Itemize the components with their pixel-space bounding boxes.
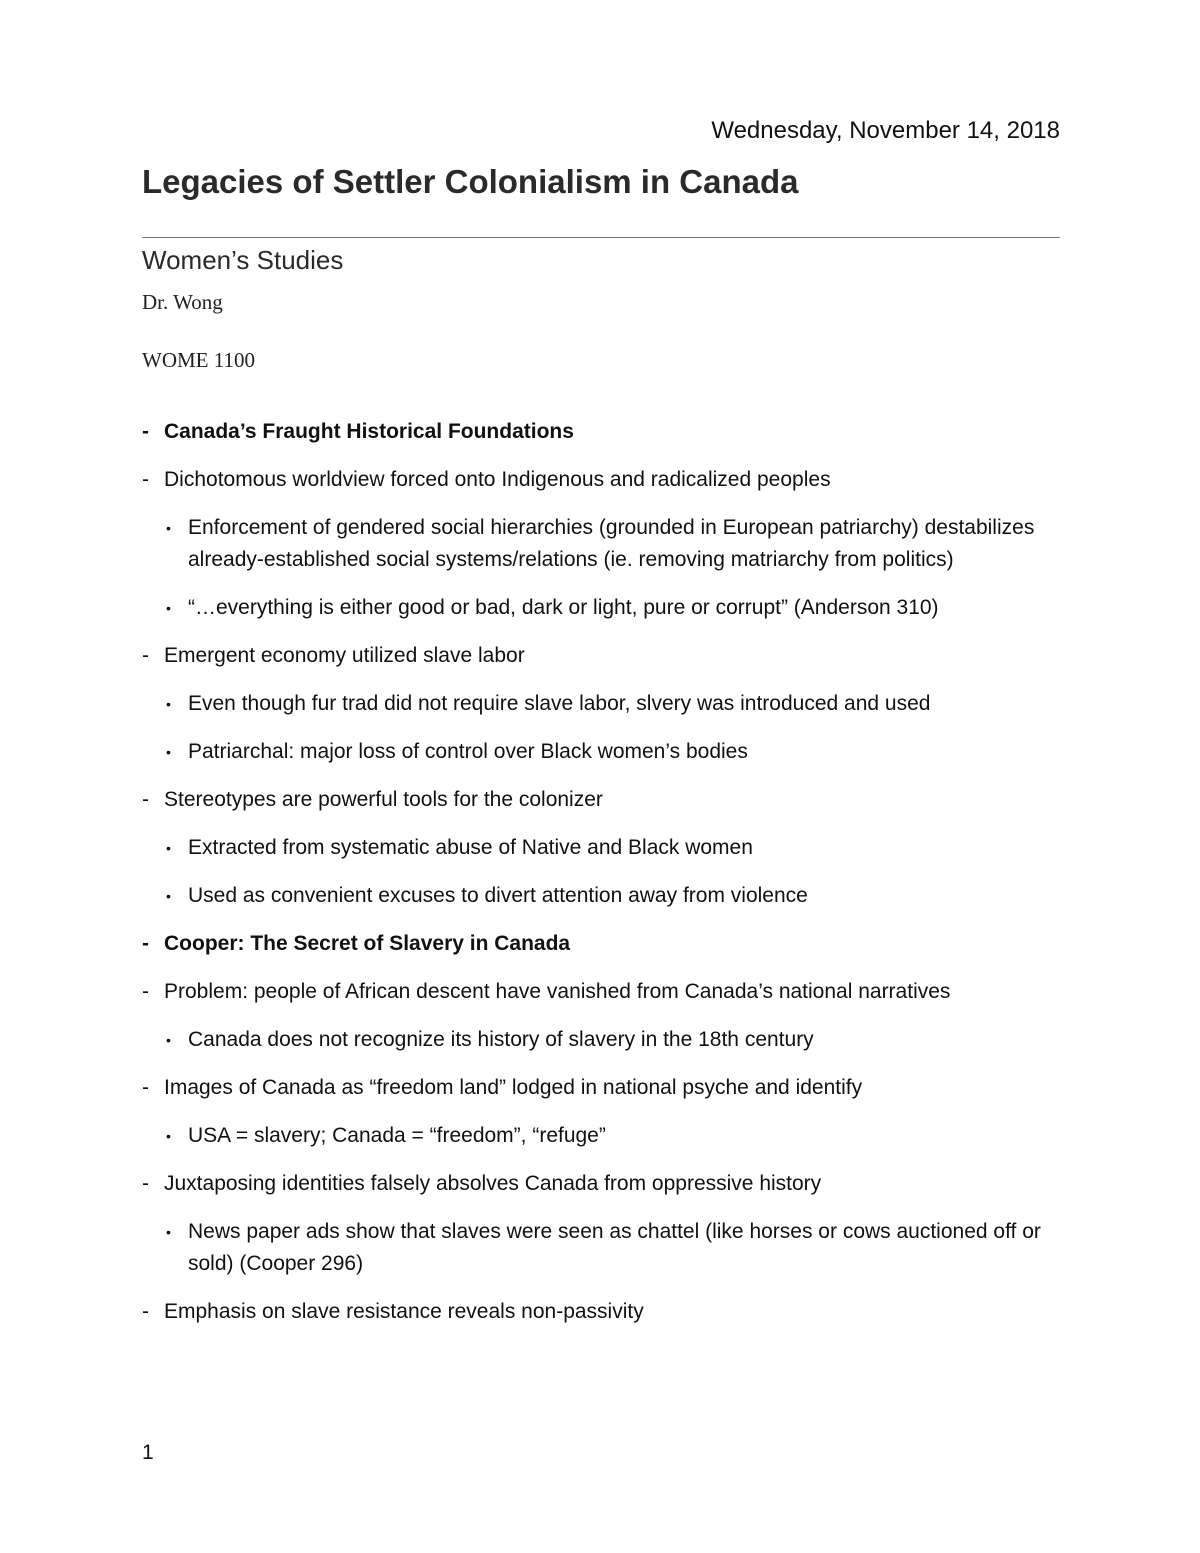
note-item — [142, 976, 1072, 1008]
page-number: 1 — [142, 1441, 154, 1464]
dash-marker: - — [142, 1172, 149, 1195]
note-text: Dichotomous worldview forced onto Indigenous and radicalized peoples — [164, 468, 831, 491]
dash-marker: - — [142, 1300, 149, 1323]
bullet-marker: • — [166, 1224, 171, 1240]
document-date: Wednesday, November 14, 2018 — [711, 117, 1060, 144]
dash-marker: - — [142, 420, 149, 443]
note-item — [142, 464, 1072, 496]
sub-note-item — [142, 832, 1072, 864]
notes-list — [142, 416, 1072, 1344]
note-item — [142, 416, 1072, 448]
bullet-marker: • — [166, 1032, 171, 1048]
note-item — [142, 640, 1072, 672]
sub-note-item — [142, 736, 1072, 768]
instructor-name: Dr. Wong — [142, 290, 223, 314]
dash-marker: - — [142, 644, 149, 667]
dash-marker: - — [142, 788, 149, 811]
dash-marker: - — [142, 1076, 149, 1099]
note-item — [142, 928, 1072, 960]
sub-note-item — [142, 1216, 1072, 1280]
bullet-marker: • — [166, 744, 171, 760]
dash-marker: - — [142, 932, 149, 955]
note-text: Enforcement of gendered social hierarchies (grounded in European patriarchy) destabilizes already-established social systems/relations (ie. removing matriarchy from politics) — [188, 516, 1035, 571]
note-item — [142, 784, 1072, 816]
page-title: Legacies of Settler Colonialism in Canada — [142, 163, 799, 200]
note-item — [142, 1296, 1072, 1328]
note-text: Emphasis on slave resistance reveals non-passivity — [164, 1300, 644, 1323]
note-text: Extracted from systematic abuse of Native and Black women — [188, 836, 753, 859]
note-text: Even though fur trad did not require slave labor, slvery was introduced and used — [188, 692, 931, 715]
title-divider — [142, 237, 1060, 238]
dash-marker: - — [142, 980, 149, 1003]
bullet-marker: • — [166, 840, 171, 856]
note-text: Stereotypes are powerful tools for the colonizer — [164, 788, 603, 811]
note-text: Used as convenient excuses to divert attention away from violence — [188, 884, 808, 907]
bullet-marker: • — [166, 520, 171, 536]
sub-note-item — [142, 688, 1072, 720]
dash-marker: - — [142, 468, 149, 491]
note-text: Canada’s Fraught Historical Foundations — [164, 420, 574, 443]
course-code: WOME 1100 — [142, 348, 255, 372]
subject-heading: Women’s Studies — [142, 245, 344, 275]
bullet-marker: • — [166, 600, 171, 616]
note-text: Patriarchal: major loss of control over Black women’s bodies — [188, 740, 748, 763]
bullet-marker: • — [166, 888, 171, 904]
note-text: USA = slavery; Canada = “freedom”, “refuge” — [188, 1124, 606, 1147]
note-text: Emergent economy utilized slave labor — [164, 644, 525, 667]
sub-note-item — [142, 592, 1072, 624]
note-text: Canada does not recognize its history of slavery in the 18th century — [188, 1028, 814, 1051]
sub-note-item — [142, 1024, 1072, 1056]
bullet-marker: • — [166, 1128, 171, 1144]
sub-note-item — [142, 512, 1072, 576]
note-item — [142, 1072, 1072, 1104]
note-item — [142, 1168, 1072, 1200]
sub-note-item — [142, 880, 1072, 912]
note-text: Cooper: The Secret of Slavery in Canada — [164, 932, 571, 955]
bullet-marker: • — [166, 696, 171, 712]
sub-note-item — [142, 1120, 1072, 1152]
note-text: Juxtaposing identities falsely absolves Canada from oppressive history — [164, 1172, 822, 1195]
note-text: Images of Canada as “freedom land” lodged in national psyche and identify — [164, 1076, 863, 1099]
note-text: Problem: people of African descent have vanished from Canada’s national narratives — [164, 980, 951, 1003]
note-text: “…everything is either good or bad, dark or light, pure or corrupt” (Anderson 310) — [188, 596, 939, 619]
note-text: News paper ads show that slaves were seen as chattel (like horses or cows auctioned off or sold) (Cooper 296) — [188, 1220, 1041, 1275]
